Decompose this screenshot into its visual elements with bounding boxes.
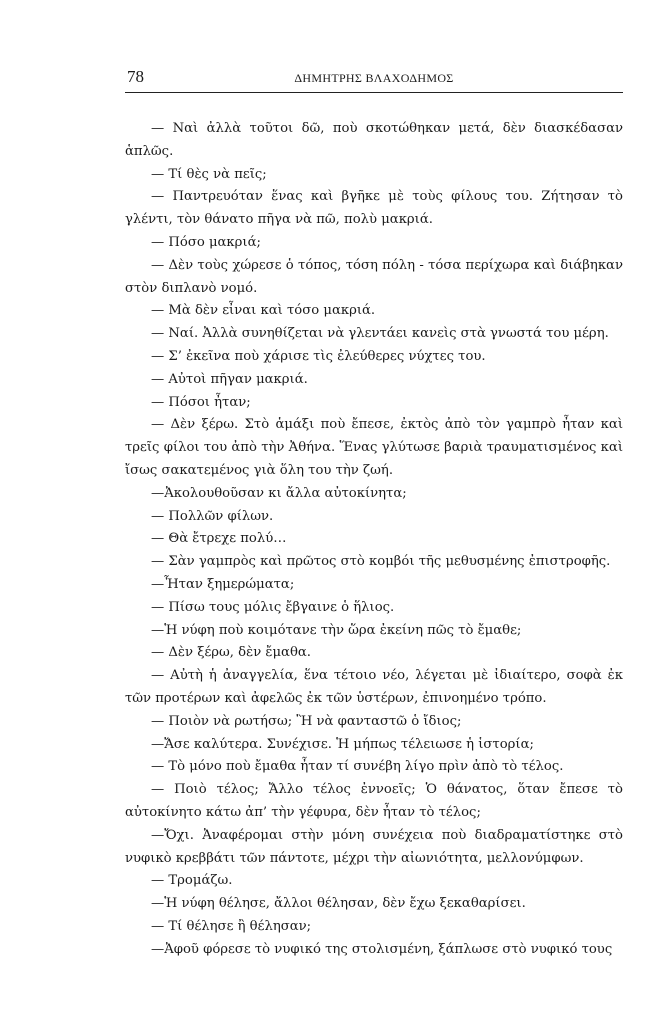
dialogue-paragraph: — Πολλῶν φίλων.	[151, 508, 274, 524]
header-divider	[125, 92, 623, 93]
dialogue-paragraph: —Ὄχι. Ἀναφέρομαι στὴν μόνη συνέχεια ποὺ διαδραματίστηκε στὸ νυφικὸ κρεββάτι τῶν πάντοτε, μέχρι τὴν αἰωνιότητα, μελλονύμφων.	[125, 827, 623, 866]
dialogue-paragraph: —Ἀκολουθοῦσαν κι ἄλλα αὐτοκίνητα;	[151, 485, 407, 501]
dialogue-paragraph: — Δὲν τοὺς χώρεσε ὁ τόπος, τόση πόλη - τόσα περίχωρα καὶ διάβηκαν στὸν διπλανὸ νομό.	[125, 257, 623, 296]
dialogue-paragraph: — Ποιὸν νὰ ρωτήσω; Ἢ νὰ φανταστῶ ὁ ἴδιος;	[151, 713, 462, 729]
dialogue-paragraph: — Τρομάζω.	[151, 873, 233, 889]
author-running-title: ΔΗΜΗΤΡΗΣ ΒΛΑΧΟΔΗΜΟΣ	[294, 71, 454, 85]
page-number: 78	[127, 67, 144, 86]
dialogue-paragraph: — Τί θέλησε ἢ θέλησαν;	[151, 918, 312, 934]
dialogue-paragraph: — Μὰ δὲν εἶναι καὶ τόσο μακριά.	[151, 303, 376, 319]
dialogue-paragraph: —Ἄσε καλύτερα. Συνέχισε. Ἡ μήπως τέλειωσε ἡ ἱστορία;	[151, 736, 534, 752]
dialogue-paragraph: — Θὰ ἔτρεχε πολύ…	[151, 531, 287, 547]
dialogue-paragraph: — Ναὶ ἀλλὰ τοῦτοι δῶ, ποὺ σκοτώθηκαν μετά, δὲν διασκέδασαν ἁπλῶς.	[125, 121, 623, 159]
dialogue-paragraph: — Παντρευόταν ἕνας καὶ βγῆκε μὲ τοὺς φίλους του. Ζήτησαν τὸ γλέντι, τὸν θάνατο πῆγα νὰ πῶ, πολὺ μακριά.	[125, 189, 623, 228]
dialogue-paragraph: — Πίσω τους μόλις ἔβγαινε ὁ ἥλιος.	[151, 599, 395, 615]
dialogue-paragraph: — Πόσο μακριά;	[151, 234, 261, 250]
body-text	[125, 118, 623, 961]
dialogue-paragraph: — Σ’ ἐκεῖνα ποὺ χάρισε τὶς ἐλεύθερες νύχτες του.	[151, 348, 486, 364]
dialogue-paragraph: — Τὸ μόνο ποὺ ἔμαθα ἦταν τί συνέβη λίγο πρὶν ἀπὸ τὸ τέλος.	[151, 759, 564, 775]
dialogue-paragraph: —Ἦταν ξημερώματα;	[151, 576, 295, 592]
dialogue-paragraph: — Πόσοι ἦταν;	[151, 394, 251, 410]
dialogue-paragraph: — Αὐτοὶ πῆγαν μακριά.	[151, 371, 308, 387]
dialogue-paragraph: — Αὐτὴ ἡ ἀναγγελία, ἕνα τέτοιο νέο, λέγεται μὲ ἰδιαίτερο, σοφὰ ἐκ τῶν προτέρων καὶ ἀφελῶς ἐκ τῶν ὑστέρων, ἐπινοημένο τρόπο.	[125, 668, 623, 706]
running-header	[125, 64, 623, 94]
dialogue-paragraph: — Τί θὲς νὰ πεῖς;	[151, 166, 267, 182]
dialogue-paragraph: — Δὲν ξέρω, δὲν ἔμαθα.	[151, 645, 311, 661]
dialogue-paragraph: —Ἡ νύφη θέλησε, ἄλλοι θέλησαν, δὲν ἔχω ξεκαθαρίσει.	[151, 896, 526, 912]
dialogue-paragraph: —Ἡ νύφη ποὺ κοιμότανε τὴν ὥρα ἐκείνη πῶς τὸ ἔμαθε;	[151, 622, 522, 638]
dialogue-paragraph: — Ναί. Ἀλλὰ συνηθίζεται νὰ γλεντάει κανεὶς στὰ γνωστά του μέρη.	[151, 326, 609, 342]
dialogue-paragraph: —Ἀφοῦ φόρεσε τὸ νυφικό της στολισμένη, ξάπλωσε στὸ νυφικό τους	[151, 941, 613, 957]
dialogue-paragraph: — Δὲν ξέρω. Στὸ ἁμάξι ποὺ ἔπεσε, ἐκτὸς ἀπὸ τὸν γαμπρὸ ἦταν καὶ τρεῖς φίλοι του ἀπὸ τὴν Ἀθήνα. Ἕνας γλύτωσε βαριὰ τραυματισμένος καὶ ἴσως σακατεμένος γιὰ ὅλη του τὴν ζωή.	[125, 417, 623, 478]
dialogue-paragraph: — Σὰν γαμπρὸς καὶ πρῶτος στὸ κομβόι τῆς μεθυσμένης ἐπιστροφῆς.	[151, 554, 611, 570]
dialogue-paragraph: — Ποιὸ τέλος; Ἄλλο τέλος ἐννοεῖς; Ὁ θάνατος, ὅταν ἔπεσε τὸ αὐτοκίνητο κάτω ἀπ’ τὴν γέφυρα, δὲν ἦταν τὸ τέλος;	[125, 782, 623, 820]
